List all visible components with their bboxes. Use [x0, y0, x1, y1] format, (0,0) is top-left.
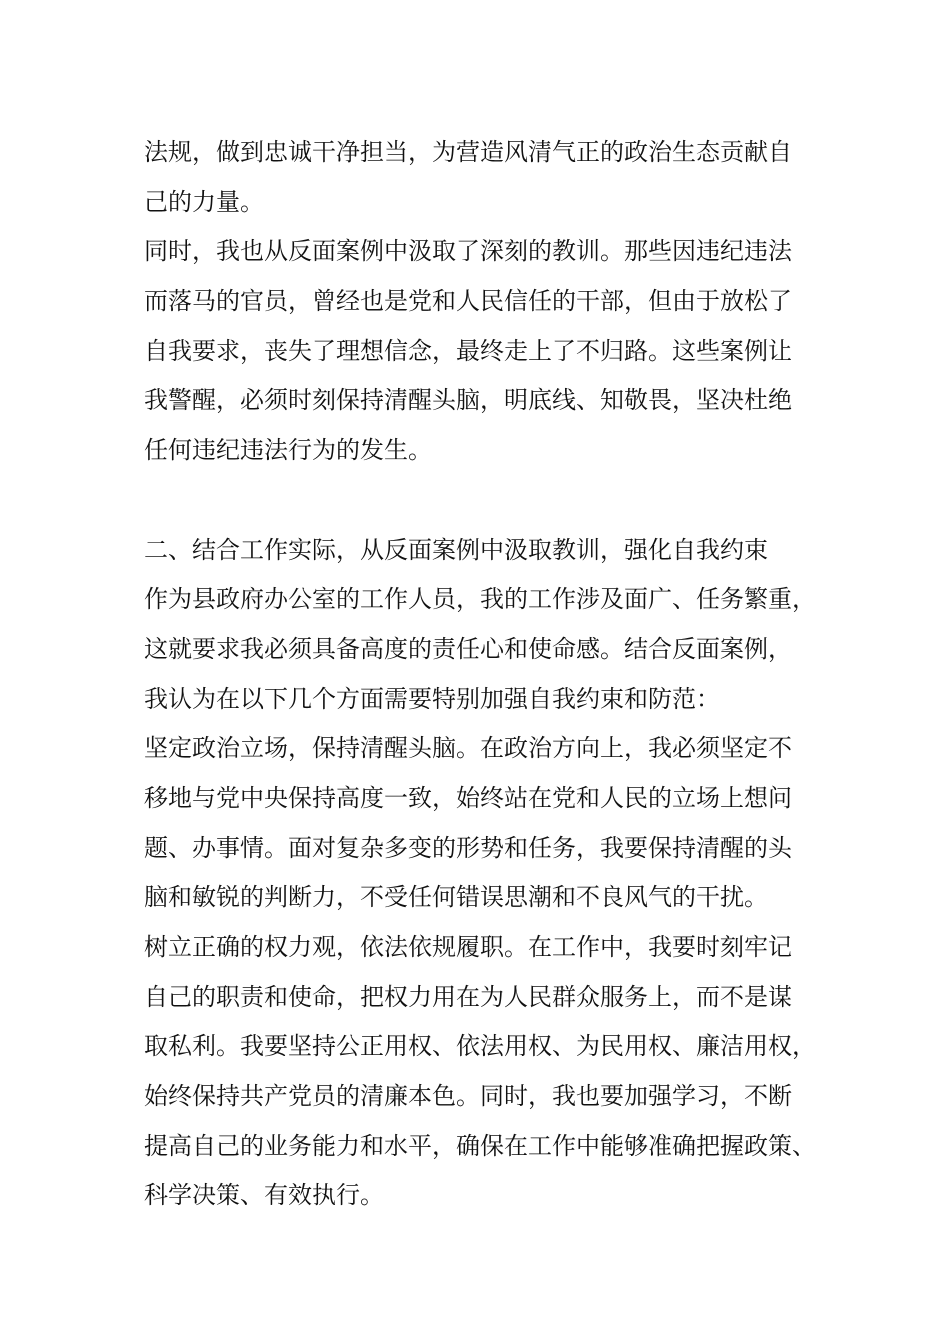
text-line: 坚定政治立场，保持清醒头脑。在政治方向上，我必须坚定不 — [144, 734, 792, 763]
text-line: 树立正确的权力观，依法依规履职。在工作中，我要时刻牢记 — [144, 933, 792, 961]
body-text — [144, 128, 834, 1221]
text-line: 而落马的官员，曾经也是党和人民信任的干部，但由于放松了 — [144, 287, 792, 316]
text-line: 作为县政府办公室的工作人员，我的工作涉及面广、任务繁重， — [144, 585, 816, 614]
text-line: 这就要求我必须具备高度的责任心和使命感。结合反面案例， — [144, 634, 792, 663]
text-line: 脑和敏锐的判断力，不受任何错误思潮和不良风气的干扰。 — [144, 883, 768, 912]
text-line: 法规，做到忠诚干净担当，为营造风清气正的政治生态贡献自 — [144, 138, 792, 166]
text-line: 始终保持共产党员的清廉本色。同时，我也要加强学习，不断 — [144, 1082, 792, 1111]
text-line: 自我要求，丧失了理想信念，最终走上了不归路。这些案例让 — [144, 336, 792, 365]
paragraph-spacer — [144, 476, 834, 526]
text-line: 移地与党中央保持高度一致，始终站在党和人民的立场上想问 — [144, 783, 792, 812]
text-line: 任何违纪违法行为的发生。 — [144, 436, 432, 465]
text-line: 同时，我也从反面案例中汲取了深刻的教训。那些因违纪违法 — [144, 237, 792, 266]
text-line: 自己的职责和使命，把权力用在为人民群众服务上，而不是谋 — [144, 982, 792, 1011]
text-line: 己的力量。 — [144, 187, 264, 216]
section-heading: 二、结合工作实际，从反面案例中汲取教训，强化自我约束 — [144, 535, 768, 564]
text-line: 我警醒，必须时刻保持清醒头脑，明底线、知敬畏，坚决杜绝 — [144, 386, 792, 415]
text-line: 我认为在以下几个方面需要特别加强自我约束和防范： — [144, 684, 720, 713]
text-line: 科学决策、有效执行。 — [144, 1181, 384, 1210]
text-line: 题、办事情。面对复杂多变的形势和任务，我要保持清醒的头 — [144, 833, 792, 862]
text-line: 提高自己的业务能力和水平，确保在工作中能够准确把握政策、 — [144, 1131, 816, 1160]
text-line: 取私利。我要坚持公正用权、依法用权、为民用权、廉洁用权， — [144, 1032, 816, 1061]
